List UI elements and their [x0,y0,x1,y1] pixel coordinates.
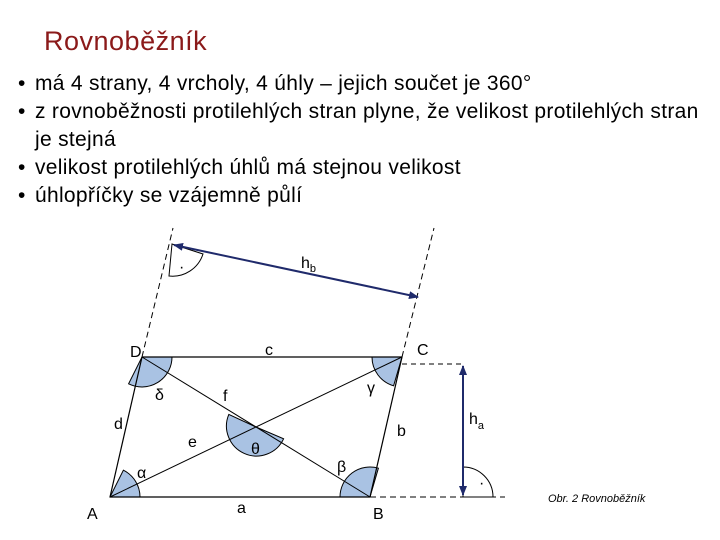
angle-theta-label: θ [251,441,260,458]
height-hb-sub: b [309,263,317,275]
page-title: Rovnoběžník [44,26,208,56]
right-angle-ha-sector [463,467,493,497]
height-ha-base: h [469,411,478,428]
side-b-label: b [397,423,406,440]
property-item: • z rovnoběžnosti protilehlých stran plyne, že velikost protilehlých stran je stejná [18,98,708,154]
extension-b-dashed [402,228,434,357]
side-a-label: a [237,500,246,517]
property-item: • velikost protilehlých úhlů má stejnou velikost [18,154,708,182]
vertex-d-label: D [130,344,142,361]
property-item: • má 4 strany, 4 vrcholy, 4 úhly – jejich součet je 360° [18,70,708,98]
height-hb-arrow [174,245,418,297]
property-item: • úhlopříčky se vzájemně půlí [18,182,708,210]
angle-gamma-label: γ [367,380,375,397]
diagonal-e-label: e [188,434,197,451]
angle-alpha-label: α [137,465,147,482]
figure-caption: Obr. 2 Rovnoběžník [548,493,646,505]
extension-d-dashed [142,228,173,357]
right-angle-hb-sector [169,244,203,276]
right-angle-hb-dot: · [179,259,185,276]
height-ha-sub: a [477,420,485,432]
side-d-label: d [114,416,123,433]
side-c-label: c [265,342,273,359]
vertex-c-label: C [417,342,429,359]
diagonal-f-label: f [223,388,228,405]
angle-gamma-sector [372,357,402,386]
angle-beta-label: β [337,459,347,476]
height-hb-base: h [301,255,310,272]
right-angle-ha-dot: · [479,475,485,492]
angle-alpha-sector [110,470,140,497]
diagonal-f-line [142,357,370,497]
angle-delta-label: δ [155,387,164,404]
vertex-b-label: B [373,506,384,523]
vertex-a-label: A [87,506,98,523]
height-ha-label [469,411,485,432]
